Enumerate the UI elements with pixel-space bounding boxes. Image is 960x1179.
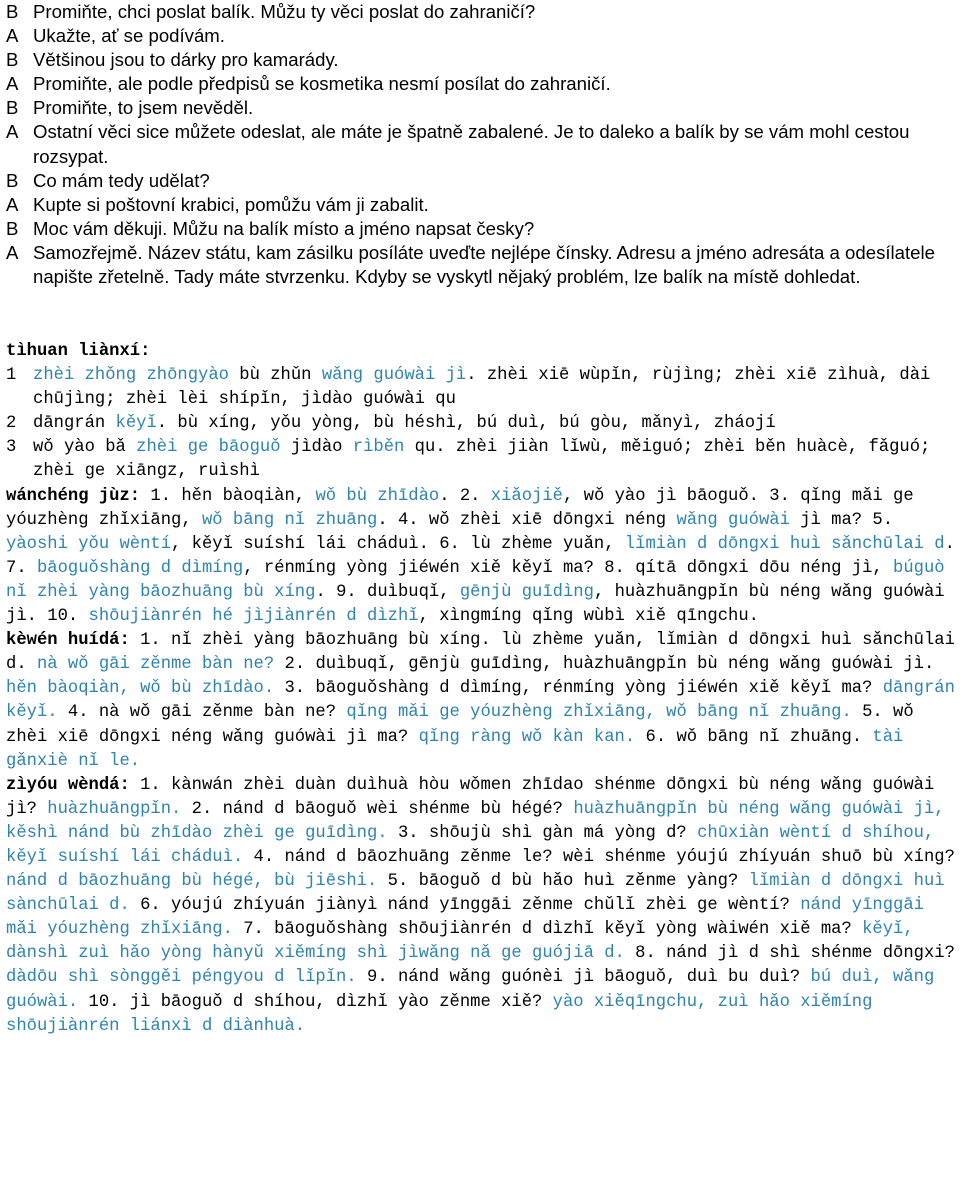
kewen-paragraph: [6, 629, 956, 774]
question-span: . 2.: [439, 486, 491, 506]
dialogue-line: [6, 120, 956, 168]
speaker-label: B: [6, 169, 19, 191]
answer-span: tài gǎnxiè nǐ le.: [6, 727, 904, 771]
ziyou-body: [6, 776, 955, 1036]
answer-span: dàdōu shì sònggěi péngyou d lǐpǐn.: [6, 968, 357, 988]
plain-span: qu. zhèi jiàn lǐwù, měiguó; zhèi běn huàcè, fǎguó; zhèi ge xiāngz, ruìshì: [33, 438, 931, 482]
speaker-label: A: [6, 241, 19, 263]
question-span: 1. nǐ zhèi yàng bāozhuāng bù xíng. lù zhème yuǎn, lǐmiàn d dōngxi huì sǎnchūlai d.: [6, 631, 955, 675]
dialogue-line: [6, 217, 956, 241]
exercise-number: 1: [6, 366, 17, 386]
dialogue-line: [6, 72, 956, 96]
question-span: 9. nánd wǎng guónèi jì bāoguǒ, duì bu duì?: [356, 968, 811, 988]
answer-span: kěyǐ, dànshì zuì hǎo yòng hànyǔ xiěmíng shì jìwǎng nǎ ge guójiā d.: [6, 920, 914, 964]
exercise-body: [33, 436, 956, 484]
question-span: 10. jì bāoguǒ d shíhou, dìzhǐ yào zěnme xiě?: [78, 992, 553, 1012]
exercise-number: 2: [6, 414, 17, 434]
exercise-body: [33, 412, 956, 436]
dialogue-line: [6, 96, 956, 120]
question-span: 4. nánd d bāozhuāng zěnme le? wèi shénme yóujú zhíyuán shuō bù xíng?: [243, 847, 955, 867]
question-span: 4. nà wǒ gāi zěnme bàn ne?: [57, 703, 347, 723]
question-span: 8. nánd jì d shì shénme dōngxi?: [624, 944, 955, 964]
dialogue-line: [6, 193, 956, 217]
speaker-label: B: [6, 217, 19, 239]
blue-span: zhèi ge bāoguǒ: [136, 438, 281, 458]
dialogue-text: Ukažte, ať se podívám.: [33, 25, 225, 47]
dialogue-text: Co mám tedy udělat?: [33, 169, 210, 191]
question-span: 5. wǒ zhèi xiē dōngxi néng wǎng guówài jì ma?: [6, 703, 914, 747]
dialogue-line: [6, 169, 956, 193]
answer-span: yàoshi yǒu wèntí: [6, 534, 172, 554]
answer-span: lǐmiàn d dōngxi huì sǎnchūlai d: [624, 534, 945, 554]
speaker-label: B: [6, 49, 19, 71]
tihuan-heading: tìhuan liànxí:: [6, 342, 151, 361]
answer-span: chūxiàn wèntí d shíhou, kěyǐ suíshí lái cháduì.: [6, 823, 935, 867]
answer-span: yào xiěqīngchu, zuì hǎo xiěmíng shōujiànrén liánxì d diànhuà.: [6, 992, 873, 1036]
answer-span: búguò nǐ zhèi yàng bāozhuāng bù xíng: [6, 558, 945, 602]
answer-span: bú duì, wǎng guówài.: [6, 968, 935, 1012]
speaker-label: B: [6, 1, 19, 22]
substitution-exercise: [6, 364, 956, 412]
plain-span: jìdào: [280, 438, 353, 458]
dialogue-text: Moc vám děkuji. Můžu na balík místo a jméno napsat česky?: [33, 217, 535, 239]
exercise-body: [33, 364, 956, 412]
question-span: 3. shōujù shì gàn má yòng d?: [387, 823, 698, 843]
dialogue-text: Promiňte, ale podle předpisů se kosmetika nesmí posílat do zahraničí.: [33, 73, 611, 95]
question-span: , rénmíng yòng jiéwén xiě kěyǐ ma? 8. qítā dōngxi dōu néng jì,: [243, 558, 894, 578]
dialogue-text: Většinou jsou to dárky pro kamarády.: [33, 49, 339, 71]
question-span: , wǒ yào jì bāoguǒ. 3. qǐng mǎi ge yóuzhèng zhǐxiāng,: [6, 486, 914, 530]
question-span: , huàzhuāngpǐn bù néng wǎng guówài jì. 10.: [6, 582, 945, 627]
answer-span: wǎng guówài: [676, 510, 790, 530]
wancheng-heading: wánchéng jùz:: [6, 486, 141, 506]
blue-span: rìběn: [352, 438, 405, 458]
plain-span: bù zhǔn: [228, 366, 322, 386]
answer-span: xiǎojiě: [490, 486, 563, 506]
exercise-number: 3: [6, 438, 17, 458]
plain-span: . bù xíng, yǒu yòng, bù héshì, bú duì, bú gòu, mǎnyì, zháojí: [156, 414, 776, 434]
question-span: 1. hěn bàoqiàn,: [140, 486, 316, 506]
blue-span: wǎng guówài jì: [321, 366, 467, 386]
question-span: . 9. duìbuqǐ,: [315, 582, 460, 602]
ziyou-paragraph: [6, 774, 956, 1039]
plain-span: . zhèi xiē wùpǐn, rùjìng; zhèi xiē zìhuà, dài chūjìng; zhèi lèi shípǐn, jìdào guówài qu: [33, 366, 931, 410]
question-span: 3. bāoguǒshàng d dìmíng, rénmíng yòng jiéwén xiě kěyǐ ma?: [274, 679, 883, 699]
dialogue-line: [6, 24, 956, 48]
answer-span: shōujiànrén hé jìjiànrén d dìzhǐ: [88, 607, 419, 627]
speaker-label: A: [6, 25, 19, 47]
dialogue-text: Promiňte, chci poslat balík. Můžu ty věci poslat do zahraničí?: [33, 1, 536, 22]
answer-span: nánd d bāozhuāng bù hégé, bù jiēshi.: [6, 872, 378, 892]
answer-span: wǒ bāng nǐ zhuāng: [201, 510, 378, 530]
answer-span: bāoguǒshàng d dìmíng: [36, 558, 244, 578]
wancheng-paragraph: [6, 485, 956, 630]
question-span: 2. nánd d bāoguǒ wèi shénme bù hégé?: [181, 799, 574, 819]
wancheng-body: [6, 487, 955, 626]
question-span: 5. bāoguǒ d bù hǎo huì zěnme yàng?: [377, 872, 749, 892]
answer-span: qǐng mǎi ge yóuzhèng zhǐxiāng, wǒ bāng nǐ zhuāng.: [346, 703, 852, 723]
dialogue-text: Ostatní věci sice můžete odeslat, ale máte je špatně zabalené. Je to daleko a balík by se vám mohl cestou rozsypat.: [33, 121, 910, 167]
dialogue-text: Samozřejmě. Název státu, kam zásilku posíláte uveďte nejlépe čínsky. Adresu a jméno adresáta a odesílatele napište zřetelně. Tady máte stvrzenku. Kdyby se vyskytl nějaký problém, lze balík na místě dohledat.: [33, 241, 935, 288]
plain-span: dāngrán: [33, 414, 116, 434]
czech-dialogue: [6, 0, 956, 289]
dialogue-text: Kupte si poštovní krabici, pomůžu vám ji zabalit.: [33, 193, 429, 215]
answer-span: huàzhuāngpǐn bù néng wǎng guówài jì, kěshì nánd bù zhīdào zhèi ge guīdìng.: [6, 799, 945, 843]
ziyou-heading: zìyóu wèndá:: [6, 775, 130, 795]
blue-span: zhèi zhǒng zhōngyào: [33, 366, 229, 386]
answer-span: qǐng ràng wǒ kàn kan.: [418, 727, 636, 747]
answer-span: dāngrán kěyǐ.: [6, 679, 955, 723]
question-span: 7. bāoguǒshàng shōujiànrén d dìzhǐ kěyǐ yòng wàiwén xiě ma?: [232, 920, 863, 940]
substitution-exercise: [6, 412, 956, 436]
question-span: . 7.: [6, 534, 955, 578]
speaker-label: A: [6, 193, 19, 215]
question-span: . 4. wǒ zhèi xiē dōngxi néng: [377, 510, 677, 530]
kewen-body: [6, 631, 955, 770]
plain-span: wǒ yào bǎ: [33, 438, 137, 458]
answer-span: wǒ bù zhīdào: [315, 486, 440, 506]
blue-span: kěyǐ: [115, 414, 157, 434]
answer-span: lǐmiàn d dōngxi huì sànchūlai d.: [6, 872, 945, 916]
answer-span: nánd yīnggāi mǎi yóuzhèng zhǐxiāng.: [6, 896, 924, 940]
question-span: 2. duìbuqǐ, gēnjù guīdìng, huàzhuāngpǐn bù néng wǎng guówài jì.: [274, 655, 935, 675]
question-span: , xìngmíng qǐng wùbì xiě qīngchu.: [418, 607, 759, 627]
dialogue-line: [6, 48, 956, 72]
question-span: jì ma? 5.: [789, 510, 894, 530]
speaker-label: B: [6, 97, 19, 119]
dialogue-text: Promiňte, to jsem nevěděl.: [33, 97, 254, 119]
answer-span: nà wǒ gāi zěnme bàn ne?: [36, 655, 275, 675]
answer-span: huàzhuāngpǐn.: [47, 799, 182, 819]
exercises-section: [6, 340, 956, 1039]
answer-span: hěn bàoqiàn, wǒ bù zhīdào.: [6, 679, 275, 699]
dialogue-line: [6, 0, 956, 24]
question-span: 6. wǒ bāng nǐ zhuāng.: [635, 727, 873, 747]
question-span: , kěyǐ suíshí lái cháduì. 6. lù zhème yuǎn,: [171, 534, 625, 554]
answer-span: gēnjù guīdìng: [459, 582, 594, 602]
question-span: 1. kànwán zhèi duàn duìhuà hòu wǒmen zhīdao shénme dōngxi bù néng wǎng guówài jì?: [6, 775, 935, 819]
speaker-label: A: [6, 73, 19, 95]
speaker-label: A: [6, 121, 19, 143]
kewen-heading: kèwén huídá:: [6, 631, 130, 651]
substitution-exercise: [6, 436, 956, 484]
dialogue-line: [6, 241, 956, 289]
question-span: 6. yóujú zhíyuán jiànyì nánd yīnggāi zěnme chǔlǐ zhèi ge wèntí?: [129, 896, 801, 916]
